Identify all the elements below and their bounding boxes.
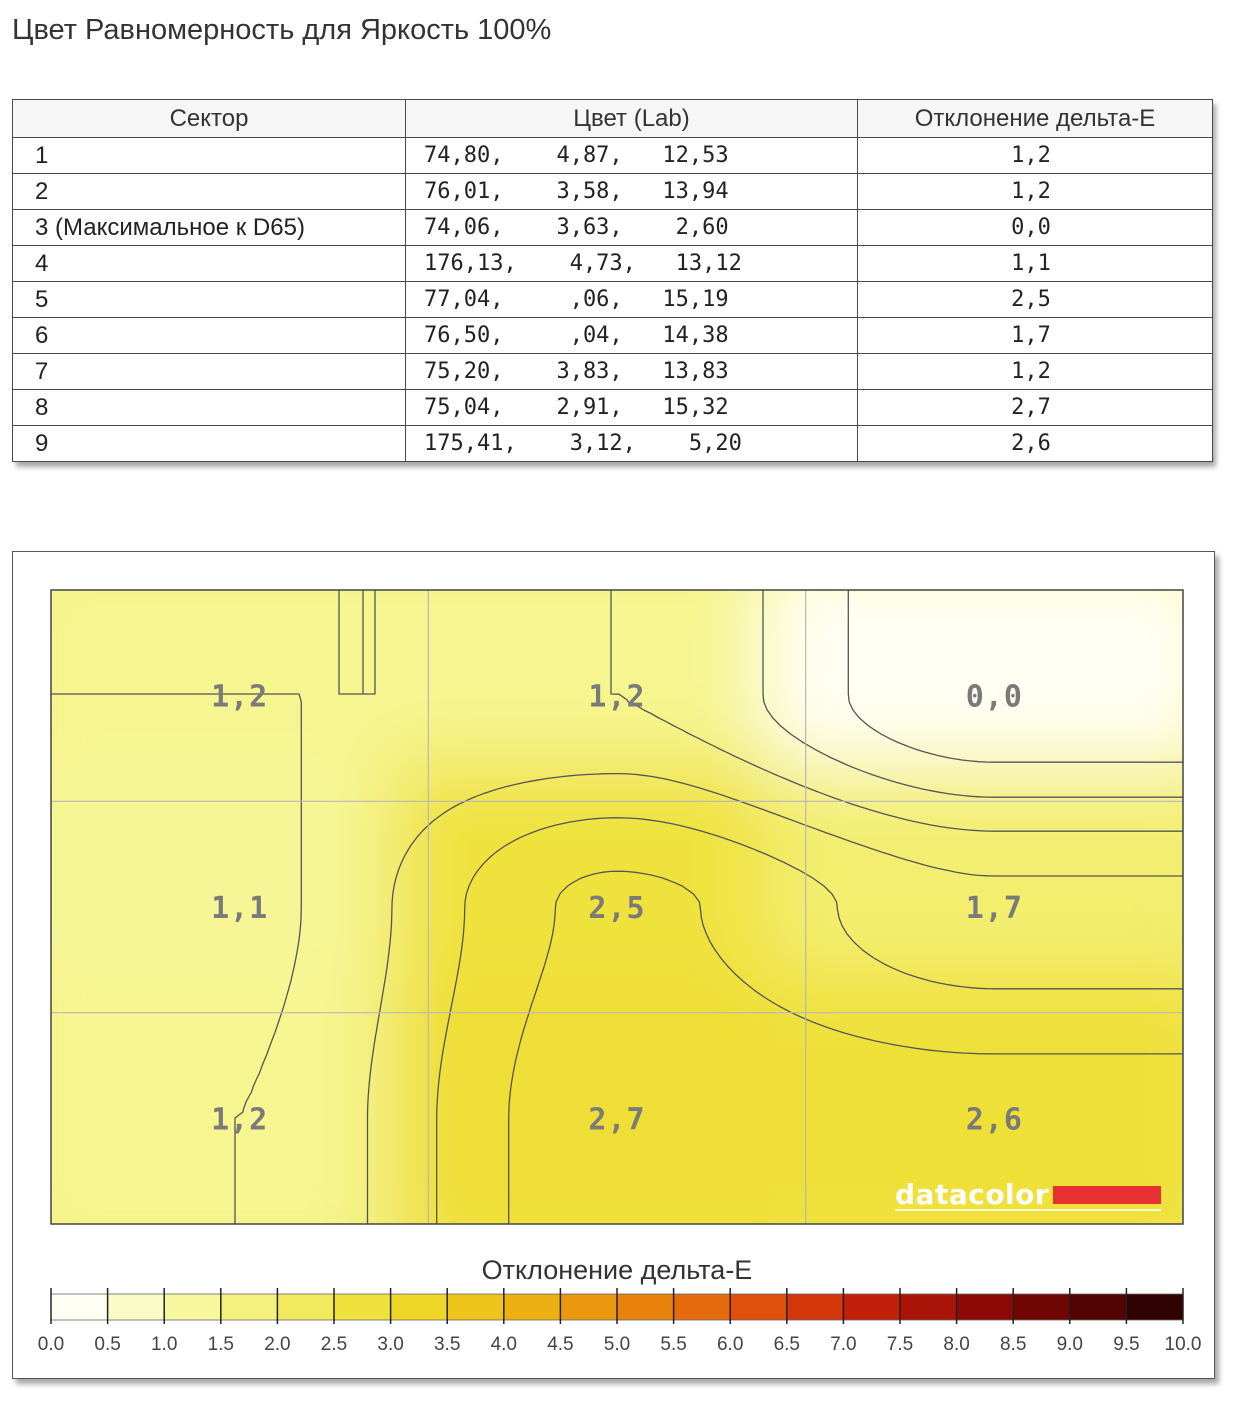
legend-swatch	[730, 1294, 787, 1320]
sector-cell: 4	[13, 246, 406, 282]
sector-cell: 5	[13, 282, 406, 318]
legend-swatch	[164, 1294, 221, 1320]
legend-tick-label: 1.0	[150, 1334, 178, 1355]
cell-value-label: 1,7	[965, 891, 1023, 926]
legend-swatch	[1126, 1294, 1183, 1320]
lab-value-cell: 77,04, ,06, 15,19	[406, 282, 858, 318]
table-row	[13, 174, 1213, 210]
sector-cell: 8	[13, 390, 406, 426]
lab-value-cell: 75,04, 2,91, 15,32	[406, 390, 858, 426]
legend-swatch	[617, 1294, 674, 1320]
datacolor-logo: datacolor	[895, 1178, 1050, 1211]
delta-e-cell: 1,7	[858, 318, 1213, 354]
legend-tick-label: 7.0	[830, 1334, 857, 1355]
lab-value-cell: 175,41, 3,12, 5,20	[406, 426, 858, 462]
legend-swatch	[277, 1294, 334, 1320]
sector-cell: 2	[13, 174, 406, 210]
cell-value-label: 2,7	[588, 1102, 646, 1138]
legend-swatch	[447, 1294, 504, 1320]
legend-swatch	[843, 1294, 900, 1320]
uniformity-chart	[13, 552, 1213, 1378]
delta-e-cell: 1,1	[858, 246, 1213, 282]
lab-value-cell: 76,01, 3,58, 13,94	[406, 174, 858, 210]
legend-title: Отклонение дельта-E	[481, 1255, 753, 1285]
cell-value-label: 1,2	[211, 679, 269, 715]
uniformity-chart-panel	[12, 551, 1215, 1379]
legend-tick-label: 6.0	[716, 1334, 744, 1355]
delta-e-cell: 2,7	[858, 390, 1213, 426]
legend-tick-label: 0.0	[37, 1334, 65, 1355]
measurements-table	[12, 99, 1213, 462]
table-row	[13, 210, 1213, 246]
legend-swatch	[1013, 1294, 1070, 1320]
legend-swatch	[108, 1294, 165, 1320]
column-header-sector: Сектор	[13, 100, 406, 138]
legend-tick-label: 9.0	[1056, 1334, 1084, 1355]
legend-swatch	[560, 1294, 617, 1320]
legend-tick-label: 1.5	[207, 1334, 235, 1355]
lab-value-cell: 74,06, 3,63, 2,60	[406, 210, 858, 246]
legend-tick-label: 4.5	[547, 1334, 574, 1355]
sector-cell: 3 (Максимальное к D65)	[13, 210, 406, 246]
legend-swatch	[334, 1294, 391, 1320]
legend-swatch	[391, 1294, 448, 1320]
legend-tick-label: 5.0	[603, 1334, 631, 1355]
lab-value-cell: 75,20, 3,83, 13,83	[406, 354, 858, 390]
datacolor-logo-bar	[1053, 1186, 1161, 1204]
delta-e-cell: 1,2	[858, 354, 1213, 390]
measurements-table-container	[12, 99, 1212, 462]
lab-value-cell: 176,13, 4,73, 13,12	[406, 246, 858, 282]
table-row	[13, 354, 1213, 390]
legend-swatch	[51, 1294, 108, 1320]
legend-swatch	[900, 1294, 957, 1320]
legend-tick-label: 3.5	[433, 1334, 461, 1355]
legend-tick-label: 6.5	[773, 1334, 801, 1355]
legend-tick-label: 8.0	[943, 1334, 970, 1355]
legend-tick-label: 2.0	[264, 1334, 291, 1355]
legend-swatch	[221, 1294, 278, 1320]
page-title: Цвет Равномерность для Яркость 100%	[12, 14, 552, 46]
table-row	[13, 282, 1213, 318]
delta-e-cell: 1,2	[858, 138, 1213, 174]
cell-value-label: 1,1	[211, 891, 269, 926]
legend-tick-label: 0.5	[94, 1334, 121, 1355]
column-header-delta-e: Отклонение дельта-E	[858, 100, 1213, 138]
table-row	[13, 426, 1213, 462]
sector-cell: 7	[13, 354, 406, 390]
legend-tick-label: 4.0	[490, 1334, 518, 1355]
table-header-row	[13, 100, 1213, 138]
lab-value-cell: 74,80, 4,87, 12,53	[406, 138, 858, 174]
table-row	[13, 318, 1213, 354]
delta-e-cell: 2,5	[858, 282, 1213, 318]
legend-tick-label: 5.5	[660, 1334, 687, 1355]
legend-tick-label: 9.5	[1113, 1334, 1140, 1355]
cell-value-label: 2,6	[965, 1102, 1023, 1138]
legend-swatch	[504, 1294, 561, 1320]
table-row	[13, 246, 1213, 282]
lab-value-cell: 76,50, ,04, 14,38	[406, 318, 858, 354]
legend-swatch	[1070, 1294, 1127, 1320]
legend-swatch	[957, 1294, 1014, 1320]
table-row	[13, 138, 1213, 174]
legend-tick-label: 3.0	[377, 1334, 404, 1355]
sector-cell: 1	[13, 138, 406, 174]
delta-e-cell: 2,6	[858, 426, 1213, 462]
cell-value-label: 1,2	[211, 1102, 269, 1138]
cell-value-label: 2,5	[588, 891, 646, 926]
legend-swatch	[674, 1294, 731, 1320]
legend-tick-label: 8.5	[999, 1334, 1027, 1355]
sector-cell: 9	[13, 426, 406, 462]
legend-tick-label: 7.5	[886, 1334, 914, 1355]
delta-e-cell: 0,0	[858, 210, 1213, 246]
legend-tick-label: 2.5	[320, 1334, 348, 1355]
legend-tick-label: 10.0	[1164, 1334, 1202, 1355]
delta-e-cell: 1,2	[858, 174, 1213, 210]
table-row	[13, 390, 1213, 426]
column-header-color-lab: Цвет (Lab)	[406, 100, 858, 138]
sector-cell: 6	[13, 318, 406, 354]
legend-swatch	[787, 1294, 844, 1320]
cell-value-label: 0,0	[965, 679, 1023, 715]
cell-value-label: 1,2	[588, 679, 646, 715]
